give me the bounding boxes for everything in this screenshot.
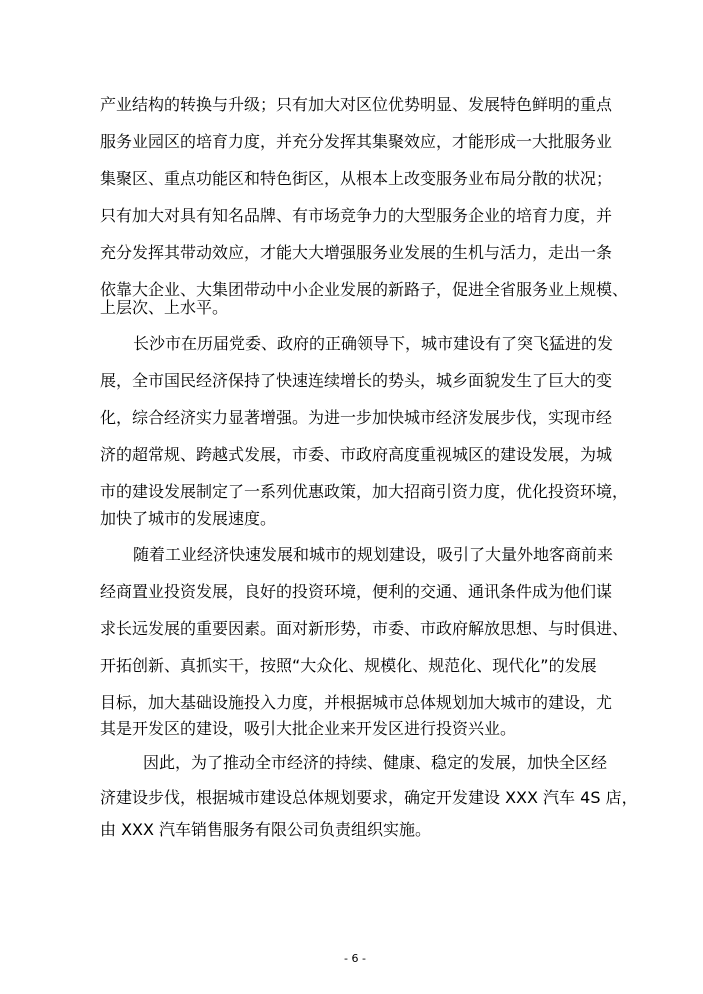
text-line: 市的建设发展制定了一系列优惠政策，加大招商引资力度，优化投资环境， bbox=[100, 482, 629, 501]
text-line: 只有加大对具有知名品牌、有市场竞争力的大型服务企业的培育力度，并 bbox=[100, 206, 613, 225]
text-line: 随着工业经济快速发展和城市的规划建设，吸引了大量外地客商前来 bbox=[133, 545, 614, 564]
text-line: 服务业园区的培育力度，并充分发挥其集聚效应，才能形成一大批服务业 bbox=[100, 132, 613, 151]
text-line: 化，综合经济实力显著增强。为进一步加快城市经济发展步伐，实现市经 bbox=[100, 408, 613, 427]
text-line: 产业结构的转换与升级；只有加大对区位优势明显、发展特色鲜明的重点 bbox=[100, 95, 613, 114]
text-line: 依靠大企业、大集团带动中小企业发展的新路子，促进全省服务业上规模、 bbox=[100, 280, 629, 299]
text-line: 经商置业投资发展，良好的投资环境，便利的交通、通讯条件成为他们谋 bbox=[100, 582, 613, 601]
text-line: 由 XXX 汽车销售服务有限公司负责组织实施。 bbox=[100, 820, 432, 839]
text-line: 目标，加大基础设施投入力度，并根据城市总体规划加大城市的建设，尤 bbox=[100, 693, 613, 712]
text-line: 展，全市国民经济保持了快速连续增长的势头，城乡面貌发生了巨大的变 bbox=[100, 371, 613, 390]
text-line: 济建设步伐，根据城市建设总体规划要求，确定开发建设 XXX 汽车 4S 店， bbox=[100, 788, 638, 807]
page-number: - 6 - bbox=[344, 952, 366, 965]
text-line: 因此，为了推动全市经济的持续、健康、稳定的发展，加快全区经 bbox=[143, 753, 608, 772]
text-line: 充分发挥其带动效应，才能大大增强服务业发展的生机与活力，走出一条 bbox=[100, 243, 613, 262]
text-line: 其是开发区的建设，吸引大批企业来开发区进行投资兴业。 bbox=[100, 719, 517, 738]
text-line: 求长远发展的重要因素。面对新形势，市委、市政府解放思想、与时俱进、 bbox=[100, 619, 629, 638]
text-line: 开拓创新、真抓实干，按照“大众化、规模化、规范化、现代化”的发展 bbox=[100, 656, 597, 675]
text-line: 济的超常规、跨越式发展，市委、市政府高度重视城区的建设发展，为城 bbox=[100, 445, 613, 464]
text-line: 加快了城市的发展速度。 bbox=[100, 509, 277, 528]
text-line: 集聚区、重点功能区和特色街区，从根本上改变服务业布局分散的状况； bbox=[100, 169, 613, 188]
text-line: 长沙市在历届党委、政府的正确领导下，城市建设有了突飞猛进的发 bbox=[133, 334, 614, 353]
text-line: 上层次、上水平。 bbox=[100, 298, 229, 317]
